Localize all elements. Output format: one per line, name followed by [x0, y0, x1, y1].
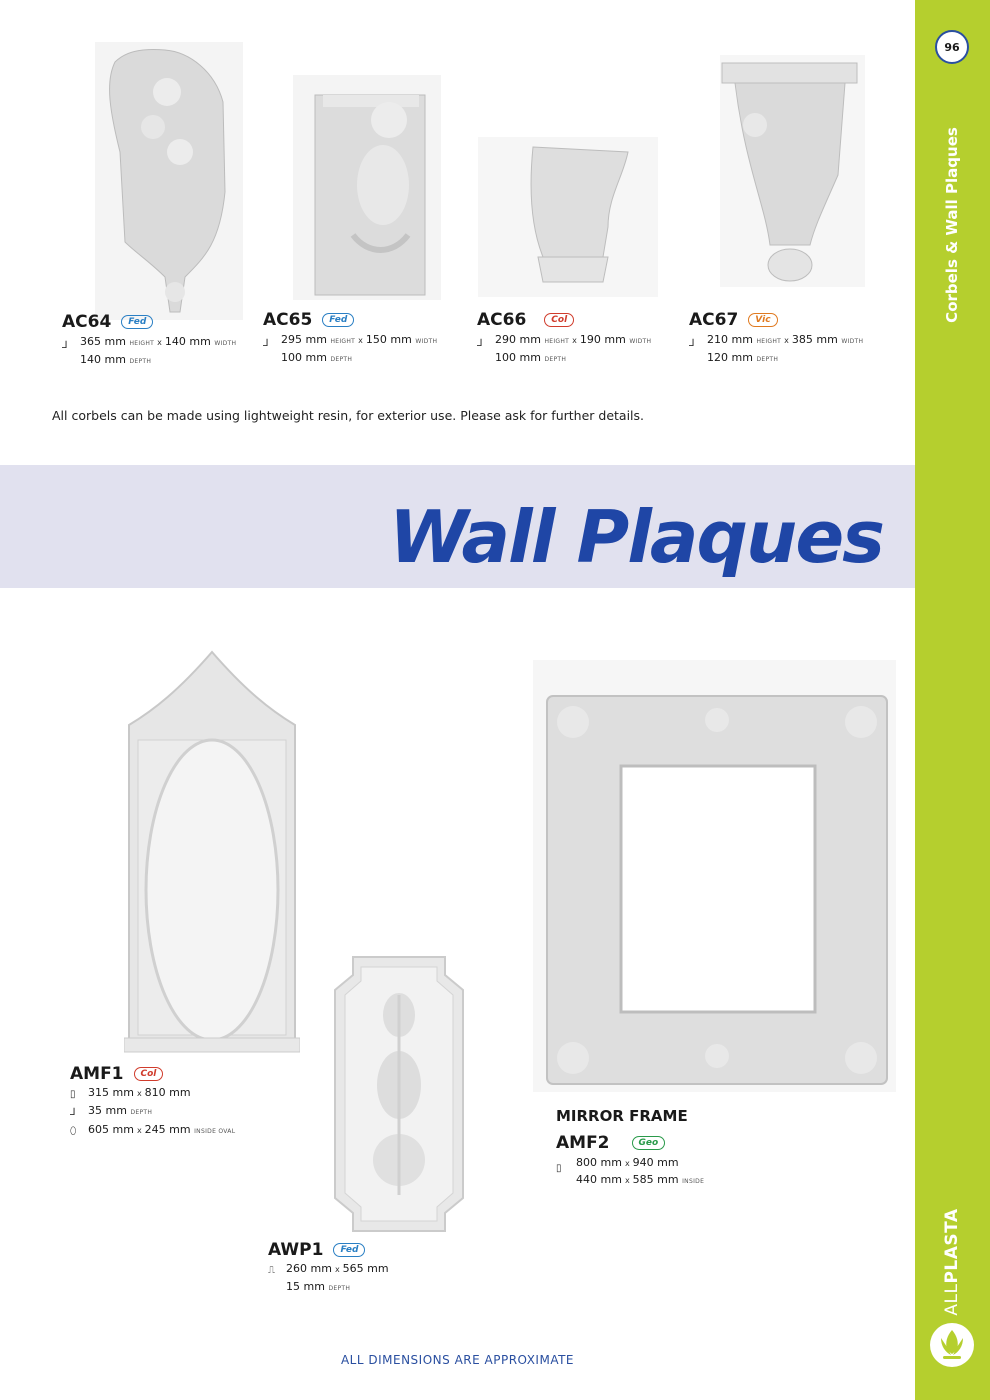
width-unit: WIDTH [415, 338, 438, 345]
times-sign: x [624, 1176, 630, 1185]
dimensions [689, 332, 863, 368]
times-sign: x [136, 1089, 142, 1098]
dimensions [477, 332, 651, 368]
depth-unit: DEPTH [129, 358, 152, 365]
oval-width-value: 245 mm [144, 1123, 191, 1136]
footer-note: ALL DIMENSIONS ARE APPROXIMATE [340, 1353, 575, 1367]
height-value: 210 mm [707, 333, 753, 346]
style-badge: Col [544, 313, 574, 327]
oval-icon: ⬯ [70, 1126, 77, 1137]
amf2-image [533, 660, 896, 1092]
corbel-dimension-icon: ⅃ [689, 338, 695, 349]
depth-icon: ⅃ [70, 1107, 76, 1118]
corbel-ac65-image [293, 75, 441, 300]
frame-size-icon: ▯ [556, 1163, 562, 1174]
height-value: 365 mm [80, 335, 126, 348]
product-ac66 [477, 310, 651, 368]
product-amf1 [70, 1064, 235, 1140]
corbel-dimension-icon: ⅃ [477, 338, 483, 349]
times-sign: x [624, 1159, 630, 1168]
style-badge: Vic [748, 313, 777, 327]
product-awp1 [268, 1240, 389, 1297]
width-value: 385 mm [791, 333, 838, 346]
dimensions [556, 1155, 704, 1190]
product-code: AC64 [62, 312, 112, 332]
depth-value: 100 mm [281, 351, 327, 364]
resin-note: All corbels can be made using lightweight resin, for exterior use. Please ask for further details. [52, 408, 644, 423]
product-ac64 [62, 312, 236, 370]
corbel-dimension-icon: ⅃ [263, 338, 269, 349]
width-value: 315 mm [88, 1086, 134, 1099]
amf1-image [124, 650, 300, 1058]
oval-unit: INSIDE OVAL [194, 1128, 236, 1135]
page-number: 96 [935, 30, 969, 64]
size-line [70, 1084, 235, 1102]
depth-unit: DEPTH [328, 1285, 351, 1292]
sidebar [915, 0, 990, 1400]
width-unit: WIDTH [841, 338, 864, 345]
brand-wordmark [942, 1208, 962, 1315]
width-value: 140 mm [164, 335, 211, 348]
height-value: 810 mm [144, 1086, 191, 1099]
product-code: AWP1 [268, 1240, 324, 1260]
inner-height-value: 585 mm [632, 1173, 679, 1186]
depth-unit: DEPTH [544, 356, 567, 363]
width-unit: WIDTH [629, 338, 652, 345]
corbel-ac67-image [720, 55, 865, 287]
height-unit: HEIGHT [544, 338, 570, 345]
times-sign: x [136, 1126, 142, 1135]
depth-value: 120 mm [707, 351, 753, 364]
depth-value: 35 mm [88, 1104, 127, 1117]
times-sign: x [157, 338, 162, 347]
depth-unit: DEPTH [330, 356, 353, 363]
awp1-image [333, 955, 465, 1233]
height-unit: HEIGHT [330, 338, 356, 345]
product-code: AC65 [263, 310, 313, 330]
style-badge: Col [134, 1067, 164, 1081]
width-value: 150 mm [365, 333, 412, 346]
section-heading: Wall Plaques [388, 495, 883, 579]
outer-height-value: 940 mm [632, 1156, 679, 1169]
inner-width-value: 440 mm [576, 1173, 622, 1186]
depth-line [268, 1278, 389, 1297]
dimensions [62, 334, 236, 370]
product-ac67 [689, 310, 863, 368]
style-badge: Fed [121, 315, 153, 329]
dimensions [263, 332, 437, 368]
product-ac65 [263, 310, 437, 368]
height-value: 295 mm [281, 333, 327, 346]
outer-width-value: 800 mm [576, 1156, 622, 1169]
height-unit: HEIGHT [129, 340, 155, 347]
oval-line [70, 1121, 235, 1140]
depth-unit: DEPTH [130, 1109, 153, 1116]
acanthus-logo-icon [929, 1322, 975, 1368]
corbel-ac64-image [95, 42, 243, 320]
depth-value: 15 mm [286, 1280, 325, 1293]
width-value: 260 mm [286, 1262, 332, 1275]
brand-light: ALL [942, 1283, 962, 1316]
times-sign: x [334, 1265, 340, 1274]
oval-height-value: 605 mm [88, 1123, 134, 1136]
product-code: AMF2 [556, 1133, 610, 1153]
width-unit: WIDTH [214, 340, 237, 347]
height-unit: HEIGHT [756, 338, 782, 345]
style-badge: Geo [632, 1136, 666, 1150]
style-badge: Fed [322, 313, 354, 327]
product-code: AMF1 [70, 1064, 124, 1084]
brand-bold: PLASTA [942, 1208, 962, 1284]
height-value: 565 mm [342, 1262, 389, 1275]
section-title: Corbels & Wall Plaques [943, 127, 961, 323]
depth-value: 100 mm [495, 351, 541, 364]
plaque-size-icon: ⎍ [268, 1265, 275, 1276]
times-sign: x [572, 336, 577, 345]
width-value: 190 mm [579, 333, 626, 346]
corbel-ac66-image [478, 137, 658, 297]
inner-unit: INSIDE [682, 1178, 705, 1185]
frame-size-icon: ▯ [70, 1089, 76, 1100]
height-value: 290 mm [495, 333, 541, 346]
product-code: AC67 [689, 310, 739, 330]
size-line [268, 1260, 389, 1278]
depth-value: 140 mm [80, 353, 126, 366]
corbel-dimension-icon: ⅃ [62, 340, 68, 351]
product-amf2 [556, 1107, 704, 1190]
mirror-frame-title: MIRROR FRAME [556, 1107, 688, 1125]
product-code: AC66 [477, 310, 527, 330]
times-sign: x [358, 336, 363, 345]
style-badge: Fed [333, 1243, 365, 1257]
depth-unit: DEPTH [756, 356, 779, 363]
section-band [0, 465, 915, 588]
depth-line [70, 1102, 235, 1121]
times-sign: x [784, 336, 789, 345]
